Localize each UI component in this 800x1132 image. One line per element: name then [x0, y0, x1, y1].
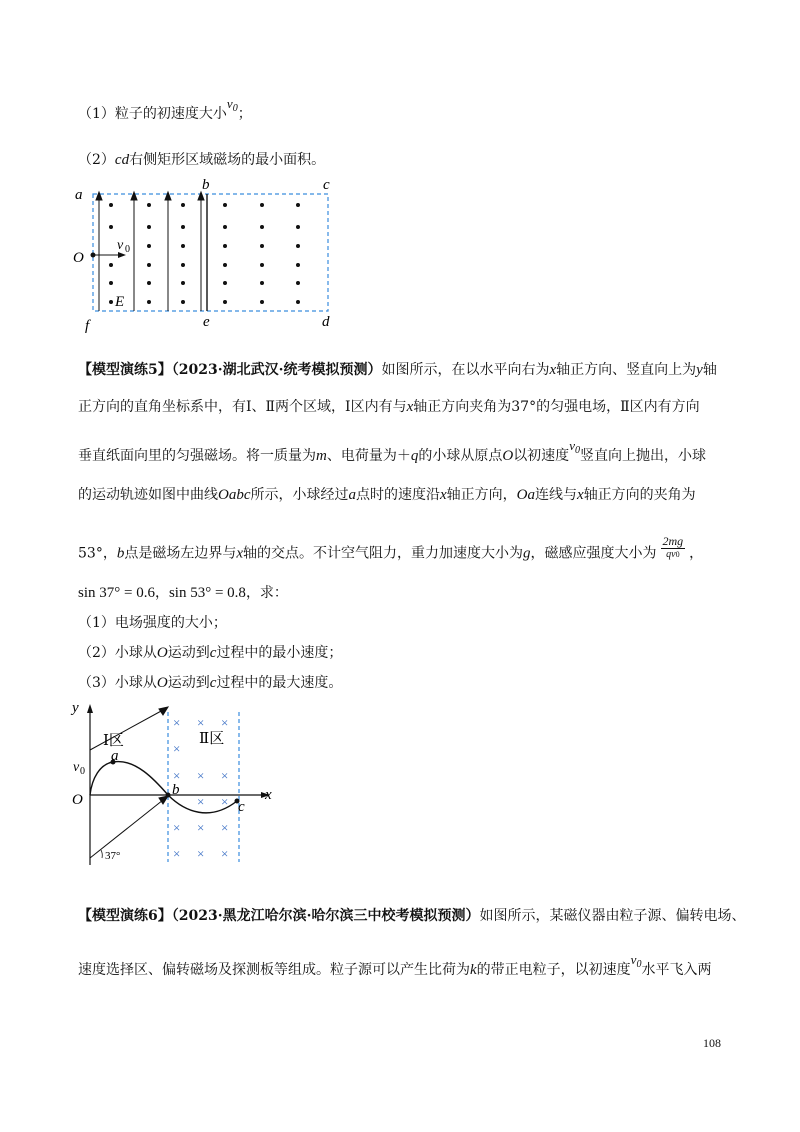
svg-text:×: × — [221, 768, 229, 783]
svg-text:d: d — [322, 314, 330, 330]
question-1: （1）粒子的初速度大小$v_0$； — [78, 96, 252, 122]
svg-text:a: a — [75, 187, 83, 203]
problem-5-line-1: 【模型演练5】（2023·湖北武汉·统考模拟预测）如图所示，在以水平向右为x轴正方向、竖直向上为y轴 — [78, 362, 717, 378]
problem-5-line-2: 正方向的直角坐标系中，有Ⅰ、Ⅱ两个区域，Ⅰ区内有与x轴正方向夹角为37°的匀强电场，Ⅱ区内有方向 — [78, 399, 700, 415]
svg-text:×: × — [173, 820, 181, 835]
svg-text:b: b — [202, 177, 210, 193]
svg-text:a: a — [111, 748, 119, 764]
question-2: （2）cd右侧矩形区域磁场的最小面积。 — [78, 152, 326, 168]
svg-text:f: f — [85, 318, 90, 334]
problem-6-line-2: 速度选择区、偏转磁场及探测板等组成。粒子源可以产生比荷为k的带正电粒子，以初速度$v_0$水平飞入两 — [78, 952, 712, 978]
svg-text:×: × — [173, 846, 181, 861]
svg-text:E: E — [115, 294, 125, 310]
figure-field-regions — [70, 175, 350, 335]
problem-5-line-4: 的运动轨迹如图中曲线Oabc所示，小球经过a点时的速度沿x轴正方向，Oa连线与x轴正方向的夹角为 — [78, 487, 696, 503]
magnetic-field-fraction: $\frac{2mg}{qv0}$ — [662, 534, 684, 560]
svg-text:×: × — [173, 715, 181, 730]
svg-text:×: × — [221, 715, 229, 730]
svg-text:×: × — [197, 846, 205, 861]
svg-text:c: c — [323, 177, 330, 193]
svg-text:c: c — [238, 799, 245, 815]
svg-text:37°: 37° — [105, 850, 121, 862]
svg-text:Ⅰ区: Ⅰ区 — [103, 733, 124, 749]
problem-5-q3: （3）小球从O运动到c过程中的最大速度。 — [78, 675, 343, 691]
svg-text:Ⅱ区: Ⅱ区 — [199, 731, 225, 747]
svg-text:×: × — [221, 820, 229, 835]
problem-5-q1: （1）电场强度的大小； — [78, 615, 227, 631]
figure-trajectory — [65, 700, 295, 870]
svg-text:y: y — [72, 700, 79, 716]
svg-text:x: x — [265, 787, 272, 803]
svg-text:×: × — [197, 768, 205, 783]
svg-text:b: b — [172, 782, 180, 798]
page-number: 108 — [703, 1036, 721, 1050]
svg-text:O: O — [73, 250, 84, 266]
svg-text:×: × — [221, 846, 229, 861]
problem-5-line-3: 垂直纸面向里的匀强磁场。将一质量为m、电荷量为＋q的小球从原点O以初速度$v_0$竖直向上抛出，小球 — [78, 438, 706, 464]
svg-text:0: 0 — [125, 244, 130, 255]
svg-text:×: × — [197, 820, 205, 835]
svg-text:O: O — [72, 792, 83, 808]
svg-text:×: × — [173, 768, 181, 783]
problem-5-line-5: 53°，b点是磁场左边界与x轴的交点。不计空气阻力，重力加速度大小为g，磁感应强度大小为 $\frac{2mg}{qv0}$ ， — [78, 534, 704, 562]
problem-6-line-1: 【模型演练6】（2023·黑龙江哈尔滨·哈尔滨三中校考模拟预测）如图所示，某磁仪器由粒子源、偏转电场、 — [78, 908, 746, 924]
svg-text:×: × — [197, 715, 205, 730]
problem-5-q2: （2）小球从O运动到c过程中的最小速度； — [78, 645, 343, 661]
svg-text:×: × — [173, 741, 181, 756]
problem-5-line-6: sin 37° = 0.6，sin 53° = 0.8，求： — [78, 585, 288, 601]
svg-text:v: v — [73, 760, 80, 775]
svg-text:v: v — [117, 238, 124, 253]
svg-text:×: × — [197, 794, 205, 809]
svg-text:0: 0 — [80, 766, 85, 777]
svg-text:e: e — [203, 314, 210, 330]
svg-text:×: × — [221, 794, 229, 809]
